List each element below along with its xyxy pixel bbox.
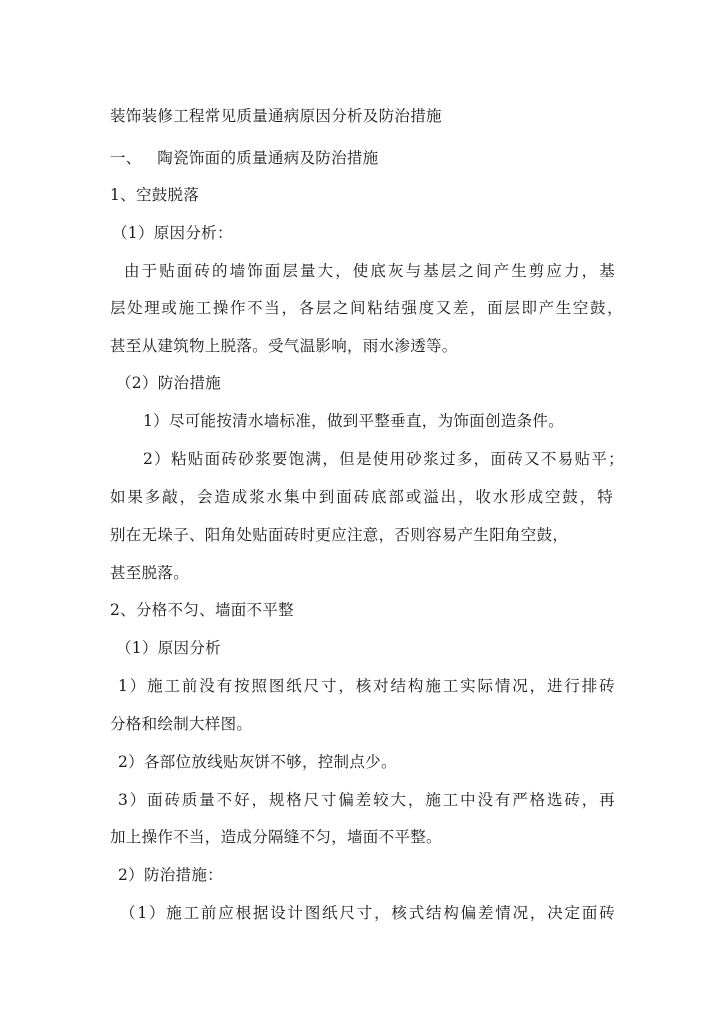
item1-prevention-point2-line: 别在无垛子、阳角处贴面砖时更应注意，否则容易产生阳角空鼓，	[110, 526, 569, 544]
item2-cause-point2: 2）各部位放线贴灰饼不够，控制点少。	[118, 753, 397, 771]
item1-prevention-heading: （2）防治措施	[116, 374, 221, 392]
section-heading-ceramic	[110, 148, 630, 168]
item1-prevention-point2-line: 甚至脱落。	[110, 564, 190, 582]
item2-cause-point3-line: 加上操作不当，造成分隔缝不匀，墙面不平整。	[110, 828, 442, 846]
item1-cause-line: 层处理或施工操作不当，各层之间粘结强度又差，面层即产生空鼓，	[110, 299, 623, 317]
item2-prevention-point1: （1）施工前应根据设计图纸尺寸，核式结构偏差情况，决定面砖	[120, 904, 615, 922]
item1-cause-heading: （1）原因分析：	[112, 224, 233, 242]
item2-cause-heading: （1）原因分析	[116, 639, 221, 657]
document-title: 装饰装修工程常见质量通病原因分析及防治措施	[110, 107, 442, 125]
item1-cause-line: 甚至从建筑物上脱落。受气温影响，雨水渗透等。	[110, 337, 458, 355]
item1-prevention-point2-line: 2）粘贴面砖砂浆要饱满，但是使用砂浆过多，面砖又不易贴平；	[143, 450, 624, 468]
item1-cause-line: 由于贴面砖的墙饰面层量大，使底灰与基层之间产生剪应力，基	[124, 262, 615, 280]
item2-cause-point1-line: 1）施工前没有按照图纸尺寸，核对结构施工实际情况，进行排砖	[118, 677, 615, 695]
item1-heading: 1、空鼓脱落	[110, 186, 200, 204]
item2-prevention-heading: 2）防治措施：	[118, 866, 223, 884]
item2-cause-point3-line: 3）面砖质量不好，规格尺寸偏差较大，施工中没有严格选砖，再	[118, 791, 615, 809]
item1-prevention-point1: 1）尽可能按清水墙标准，做到平整垂直，为饰面创造条件。	[143, 412, 564, 430]
item2-cause-point1-line: 分格和绘制大样图。	[110, 715, 253, 733]
section-heading-text: 一、 陶瓷饰面的质量通病及防治措施	[110, 149, 379, 167]
item1-prevention-point2-line: 如果多敲，会造成浆水集中到面砖底部或溢出，收水形成空鼓，特	[110, 488, 613, 506]
item2-heading: 2、分格不匀、墙面不平整	[110, 601, 294, 619]
